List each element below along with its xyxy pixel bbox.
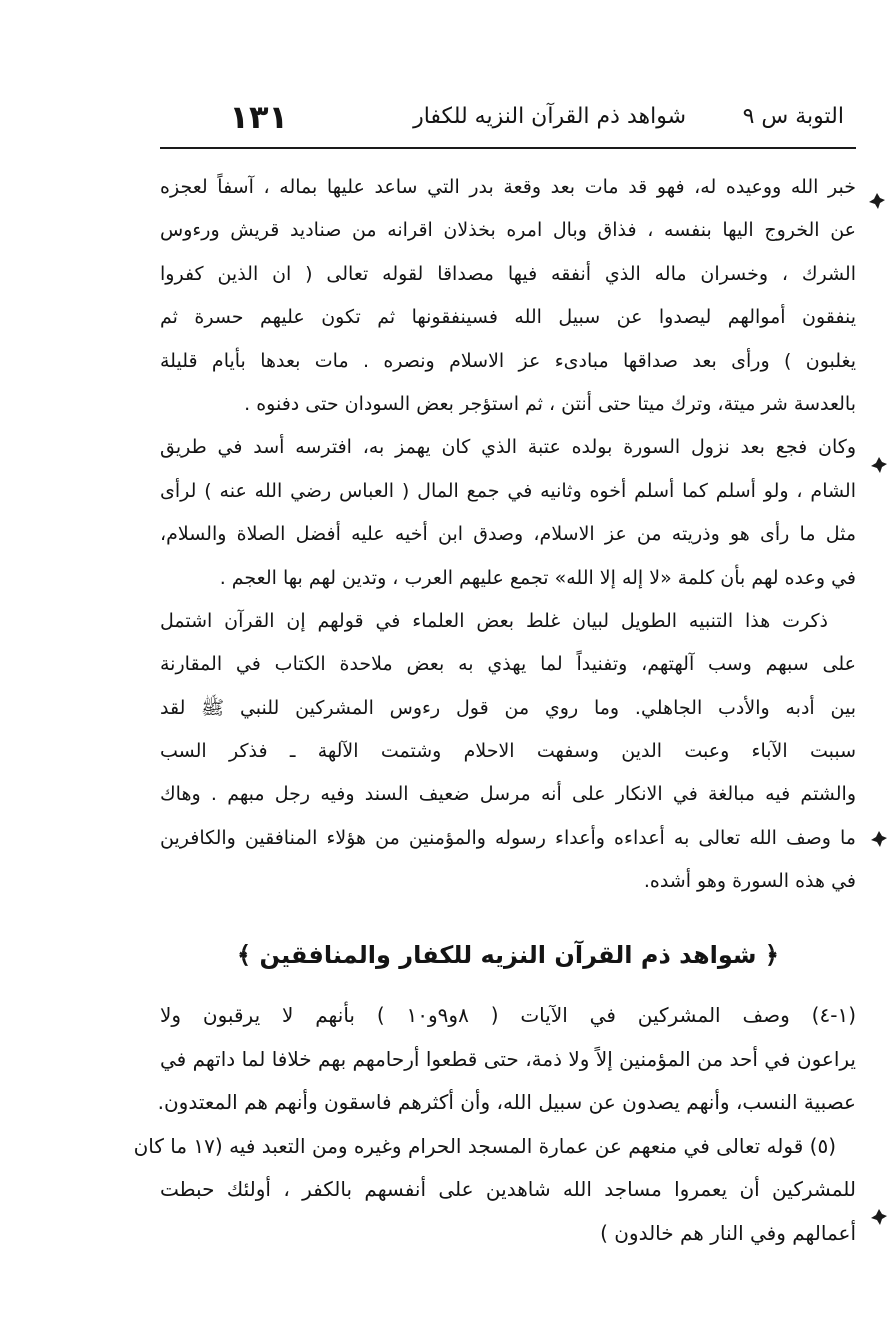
running-title: شواهد ذم القرآن النزيه للكفار: [413, 104, 686, 129]
text-line: الشرك ، وخسران ماله الذي أنفقه فيها مصداقا لقوله تعالى ( ان الذين كفروا: [160, 262, 856, 285]
binding-hole-mark: [870, 830, 888, 848]
text-line: خبر الله ووعيده له، فهو قد مات بعد وقعة بدر التي ساعد عليها بماله ، آسفاً لعجزه: [160, 176, 856, 198]
binding-hole-mark: [870, 1208, 888, 1226]
text-line: على سبهم وسب آلهتهم، وتفنيداً لما يهذي به بعض ملاحدة الكتاب في المقارنة: [160, 653, 856, 676]
surah-reference: التوبة س ٩: [742, 104, 844, 129]
text-line: (١-٤) وصف المشركين في الآيات ( ٨و٩و١٠ ) بأنهم لا يرقبون ولا: [160, 1003, 856, 1027]
text-line: يراعون في أحد من المؤمنين إلاً ولا ذمة، حتى قطعوا أرحامهم بهم خلافا لما داتهم في: [160, 1046, 856, 1071]
text-line: في هذه السورة وهو أشده.: [643, 870, 856, 893]
header-rule: [160, 147, 856, 149]
binding-hole-mark: [870, 456, 888, 474]
binding-hole-mark: [868, 192, 886, 210]
text-line: الشام ، ولو أسلم كما أسلم أخوه وثانيه في جمع المال ( العباس رضي الله عنه ) لرأى: [160, 479, 856, 502]
text-line: والشتم فيه مبالغة في الانكار على أنه مرسل ضعيف السند وفيه رجل مبهم . وهاك: [160, 783, 856, 806]
page-header: [160, 100, 856, 144]
main-text: [160, 166, 856, 904]
text-line: في وعده لهم بأن كلمة «لا إله إلا الله» تجمع عليهم العرب ، وتدين لهم بها العجم .: [219, 566, 856, 589]
text-line: وكان فجع بعد نزول السورة بولده عتبة الذي كان يهمز به، افترسه أسد في طريق: [160, 436, 856, 459]
text-line: للمشركين أن يعمروا مساجد الله شاهدين على أنفسهم بالكفر ، أولئك حبطت: [160, 1177, 856, 1201]
page-number: ١٣١: [229, 98, 288, 136]
text-line: بالعدسة شر ميتة، وترك ميتا حتى أنتن ، ثم استؤجر بعض السودان حتى دفنوه .: [244, 392, 856, 415]
text-line: عصبية النسب، وأنهم يصدون عن سبيل الله، وأن أكثرهم فاسقون وأنهم هم المعتدون.: [157, 1090, 856, 1114]
section-heading: ﴿ شواهد ذم القرآن النزيه للكفار والمنافقين ﴾: [237, 941, 779, 969]
text-line: عن الخروج اليها بنفسه ، فذاق وبال امره بخذلان اقرانه من صناديد قريش ورءوس: [160, 219, 856, 242]
main-text-continued: [133, 994, 856, 1255]
text-line: (٥) قوله تعالى في منعهم عن عمارة المسجد الحرام وغيره ومن التعبد فيه (١٧ ما كان: [133, 1133, 836, 1158]
text-line: ما وصف الله تعالى به أعداءه وأعداء رسوله والمؤمنين من هؤلاء المنافقين والكافرين: [160, 826, 856, 849]
text-line: بين أدبه والأدب الجاهلي. وما روي من قول رءوس المشركين للنبي ﷺ لقد: [160, 696, 856, 719]
text-line: أعمالهم وفي النار هم خالدون ): [600, 1220, 856, 1245]
text-line: يغلبون ) ورأى بعد صداقها مبادىء عز الاسلام ونصره . مات بعدها بأيام قليلة: [160, 349, 856, 372]
text-line: ذكرت هذا التنبيه الطويل لبيان غلط بعض العلماء في قولهم إن القرآن اشتمل: [160, 609, 828, 632]
text-line: ينفقون أموالهم ليصدوا عن سبيل الله فسينفقونها ثم تكون عليهم حسرة ثم: [160, 306, 856, 329]
text-line: سببت الآباء وعبت الدين وسفهت الاحلام وشتمت الآلهة ـ فذكر السب: [160, 740, 856, 763]
text-line: مثل ما رأى هو وذريته من عز الاسلام، وصدق ابن أخيه عليه أفضل الصلاة والسلام،: [160, 523, 856, 546]
